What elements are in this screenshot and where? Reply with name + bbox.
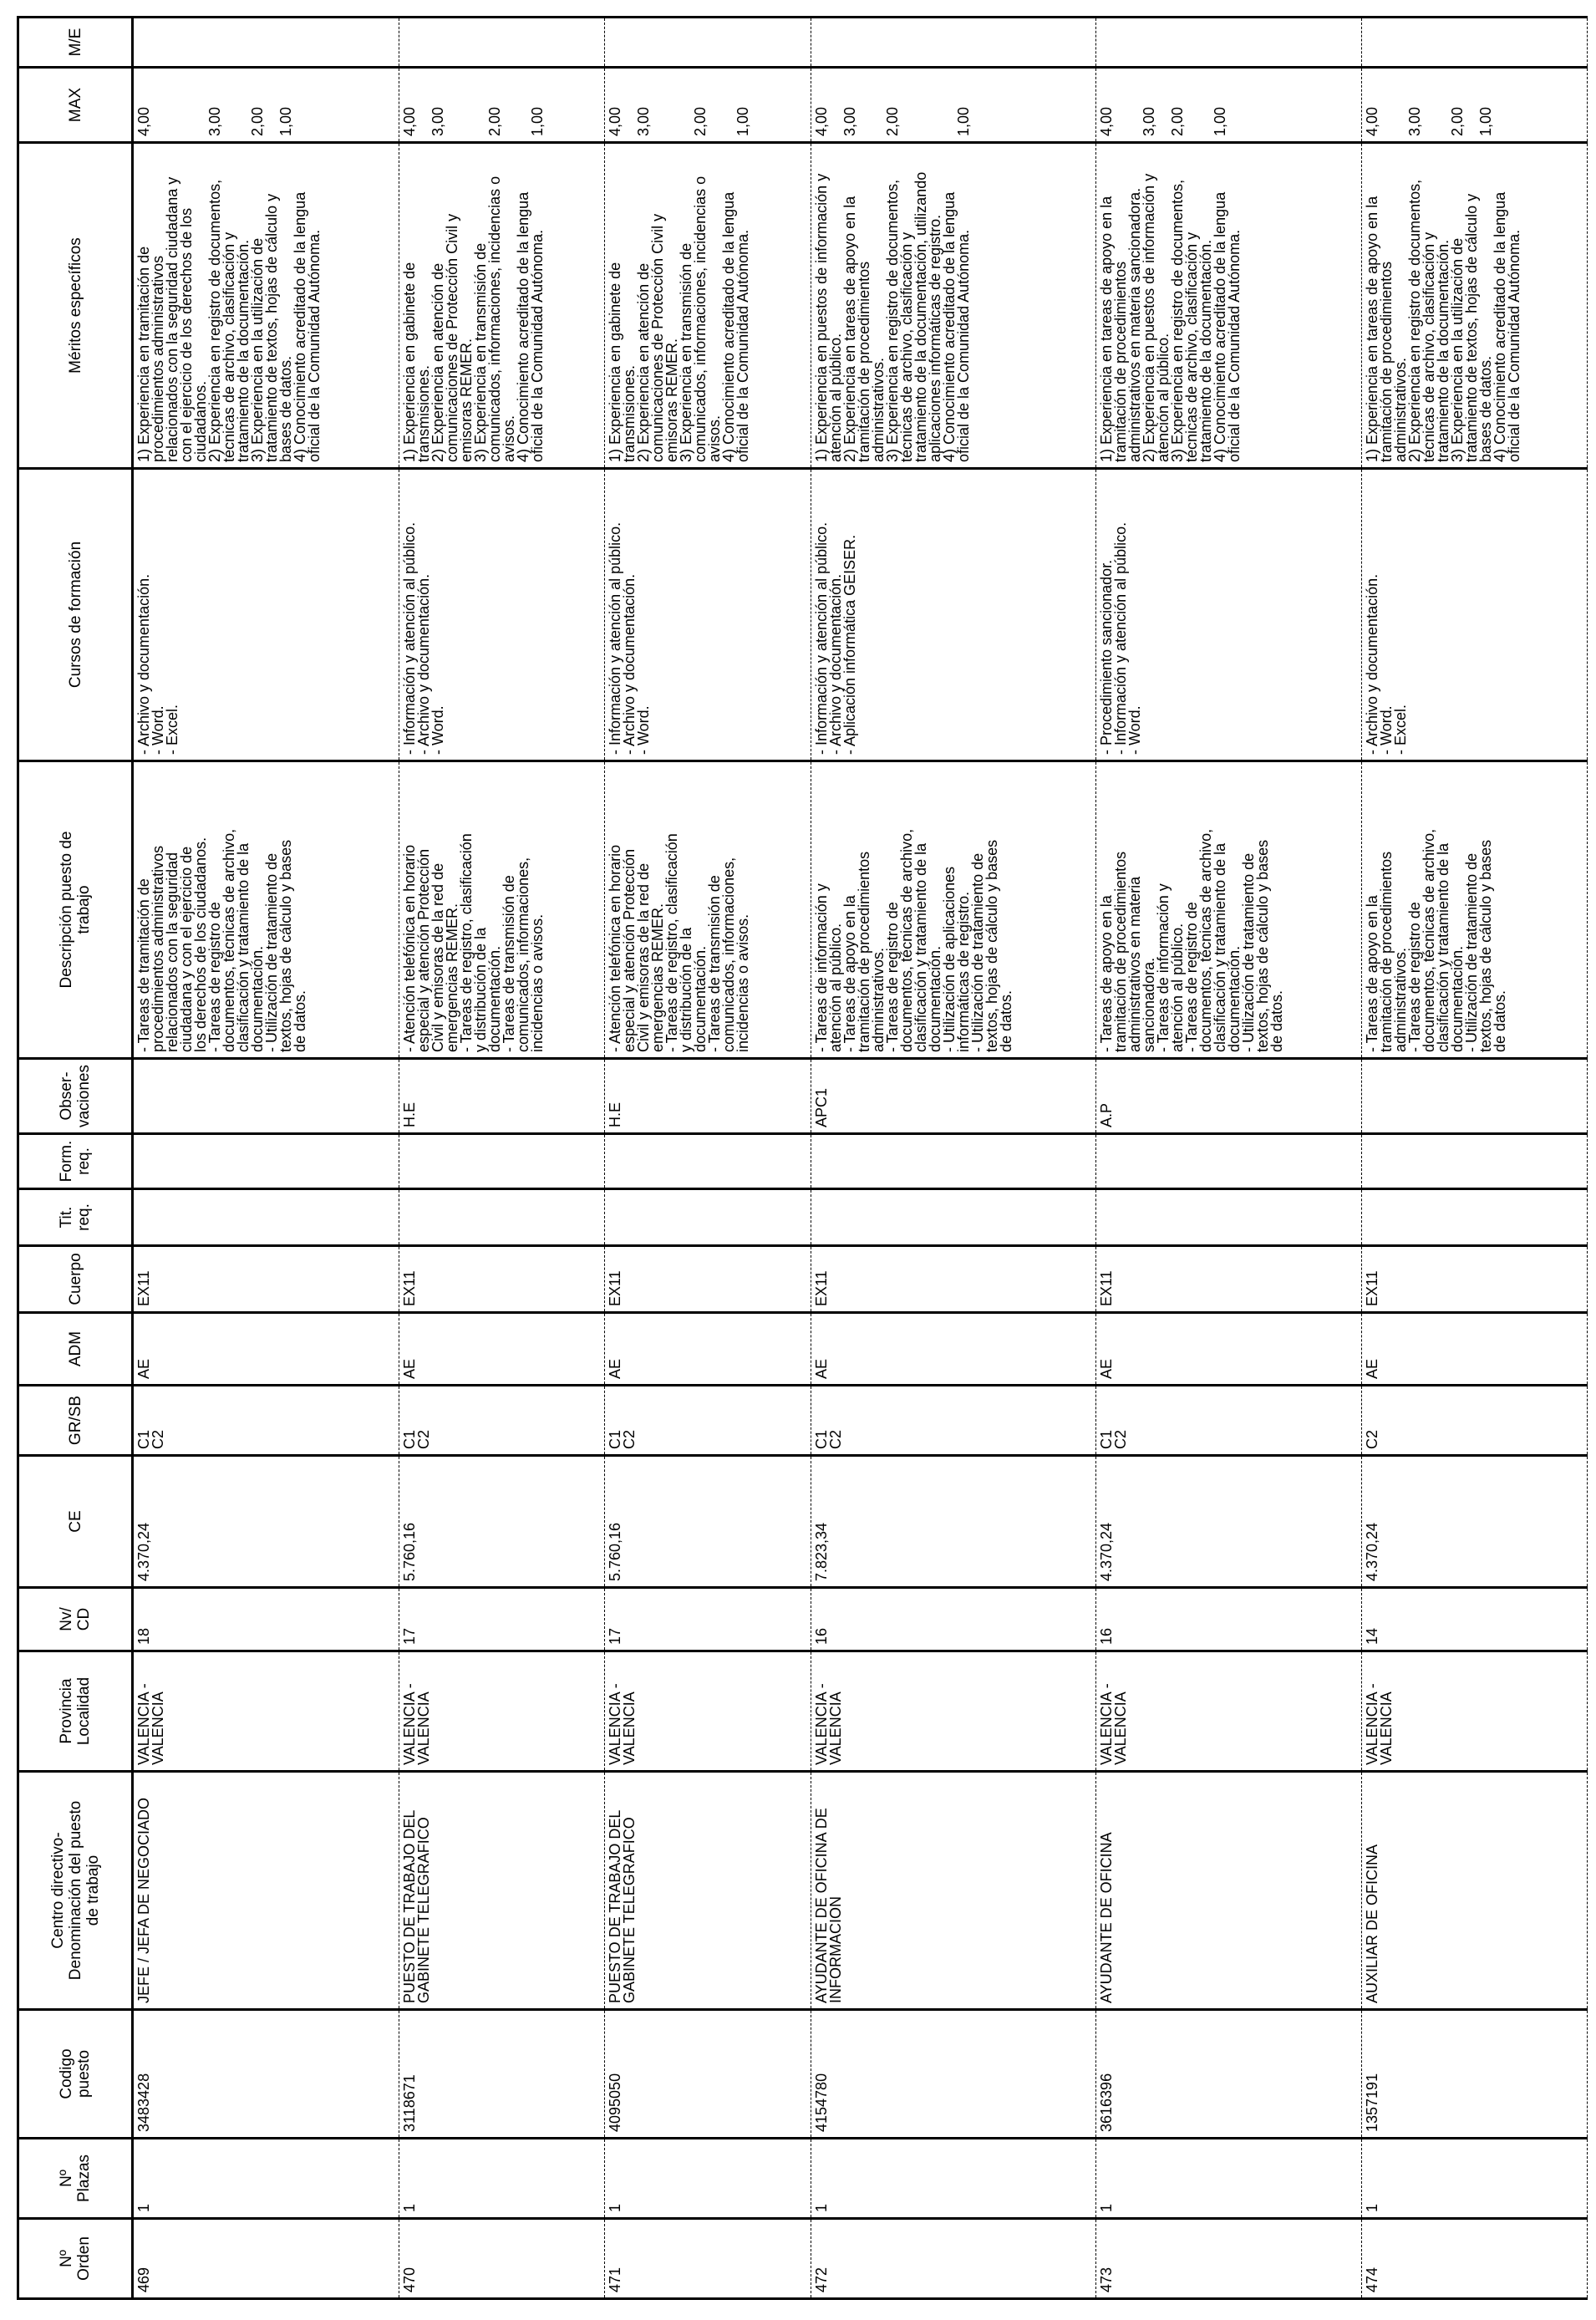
cell-adm [1361, 1313, 1587, 1386]
cell-codigo-text: 3118671 [400, 2074, 418, 2132]
header-gr: GR/SB [18, 1386, 133, 1456]
max-value [1380, 74, 1394, 136]
cell-adm-text: AE [135, 1358, 152, 1379]
max-value: 3,00 [206, 106, 223, 136]
cell-provincia [1096, 1651, 1362, 1772]
cell-provincia [399, 1651, 605, 1772]
table-row [811, 18, 1095, 2299]
cell-ce-text: 4.370,24 [135, 1522, 152, 1581]
cell-orden [1096, 2219, 1362, 2299]
cell-codigo [605, 2010, 811, 2139]
cell-cuerpo [399, 1246, 605, 1313]
header-obs: Obser- vaciones [18, 1059, 133, 1134]
cell-orden [1361, 2219, 1587, 2299]
cell-plazas-text: 1 [135, 2203, 152, 2212]
cell-centro-text: PUESTO DE TRABAJO DEL GABINETE TELEGRAFICO [400, 1809, 432, 2003]
cell-cuerpo [1096, 1246, 1362, 1313]
cell-orden-text: 469 [135, 2267, 152, 2292]
cell-meritos [399, 143, 605, 469]
max-value: 3,00 [841, 106, 858, 136]
table-row [399, 18, 605, 2299]
cell-codigo-text: 4095050 [607, 2073, 624, 2132]
cell-provincia [811, 1651, 1095, 1772]
header-tit: Tit. req. [18, 1189, 133, 1246]
cell-meritos [1361, 143, 1587, 469]
cell-adm [399, 1313, 605, 1386]
max-value [180, 74, 194, 136]
header-desc: Descripción puesto de trabajo [18, 761, 133, 1059]
cell-ce-text: 4.370,24 [1098, 1522, 1116, 1581]
cell-orden-text: 474 [1363, 2267, 1380, 2292]
cell-codigo [133, 2010, 399, 2139]
cell-cursos-text: - Archivo y documentación. - Word. - Excel. [1363, 573, 1409, 755]
cell-nv [133, 1588, 399, 1651]
cell-cursos [399, 469, 605, 761]
cell-centro [811, 1772, 1095, 2010]
cell-obs-text: A.P [1098, 1102, 1116, 1127]
max-value: 3,00 [1141, 106, 1158, 136]
cell-codigo-text: 1357191 [1363, 2073, 1380, 2132]
max-value: 1,00 [528, 106, 546, 136]
cell-nv [1361, 1588, 1587, 1651]
cell-codigo-text: 3483428 [135, 2073, 152, 2132]
cell-orden [605, 2219, 811, 2299]
cell-ce [605, 1456, 811, 1588]
cell-adm [133, 1313, 399, 1386]
header-ce: CE [18, 1456, 133, 1588]
cell-nv [1096, 1588, 1362, 1651]
cell-provincia-text: VALENCIA - VALENCIA [1098, 1683, 1130, 1765]
cell-desc [133, 761, 399, 1059]
cell-centro-text: PUESTO DE TRABAJO DEL GABINETE TELEGRAFICO [607, 1809, 638, 2003]
max-value [914, 74, 928, 136]
cell-provincia-text: VALENCIA - VALENCIA [1363, 1683, 1395, 1765]
cell-meritos [1096, 143, 1362, 469]
header-codigo: Codigo puesto [18, 2010, 133, 2139]
header-row [18, 18, 133, 2299]
max-value [708, 74, 722, 136]
cell-max [133, 68, 399, 143]
header-orden: Nº Orden [18, 2219, 133, 2299]
cell-ce [811, 1456, 1095, 1588]
cell-codigo [1096, 2010, 1362, 2139]
cell-cuerpo-text: EX11 [812, 1270, 830, 1306]
cell-gr-text: C1 C2 [607, 1429, 638, 1449]
cell-cursos [1096, 469, 1362, 761]
cell-gr [605, 1386, 811, 1456]
cell-tit [1096, 1189, 1362, 1246]
cell-ce-text: 7.823,34 [812, 1522, 830, 1581]
cell-ce [399, 1456, 605, 1588]
cell-obs [605, 1059, 811, 1134]
cell-desc-text: - Tareas de información y atención al público. - Tareas de apoyo en la tramitación de procedimientos administrativos. - Tareas de registro de documentos, técnicas de archivo, clasificación y tratamiento de la documentación. - Utilización de aplicaciones informáticas de registro. - Utilización de tratamiento de textos, hojas de cálculo y bases de datos. [812, 828, 1014, 1052]
max-value [222, 74, 236, 136]
cell-me [399, 18, 605, 68]
header-meritos: Méritos específicos [18, 143, 133, 469]
cell-gr [399, 1386, 605, 1456]
cell-plazas [811, 2139, 1095, 2219]
cell-codigo-text: 4154780 [812, 2073, 830, 2132]
cell-orden-text: 473 [1098, 2267, 1116, 2292]
cell-ce-text: 4.370,24 [1363, 1522, 1380, 1581]
cell-me [811, 18, 1095, 68]
cell-centro-text: AUXILIAR DE OFICINA [1363, 1844, 1380, 2003]
cell-nv-text: 14 [1363, 1627, 1380, 1645]
cell-centro [1096, 1772, 1362, 2010]
header-cursos: Cursos de formación [18, 469, 133, 761]
max-value [460, 74, 474, 136]
cell-form [1361, 1134, 1587, 1189]
cell-ce [133, 1456, 399, 1588]
rotated-page [17, 18, 1588, 2300]
cell-adm [605, 1313, 811, 1386]
cell-meritos-text: 1) Experiencia en tareas de apoyo en la tramitación de procedimientos administrativos. 2) Experiencia en registro de documentos, técnicas de archivo, clasificación y tratamiento de la documentación. 3) Experiencia en la utilización de tratamiento de textos, hojas de cálculo y bases de datos. 4) Conocimiento acreditado de la lengua oficial de la Comunidad Autónoma. [1363, 179, 1522, 462]
cell-desc-text: - Tareas de apoyo en la tramitación de procedimientos administrativos en materia sancionadora. - Tareas de información y atención al público. - Tareas de registro de documentos, técnicas de archivo, clasificación y tratamiento de la documentación. - Utilización de tratamiento de textos, hojas de cálculo y bases de datos. [1098, 828, 1286, 1052]
cell-ce-text: 5.760,16 [607, 1522, 624, 1581]
cell-me [605, 18, 811, 68]
cell-tit [1361, 1189, 1587, 1246]
max-value: 3,00 [1405, 106, 1423, 136]
cell-me [1096, 18, 1362, 68]
cell-nv-text: 16 [1098, 1627, 1116, 1645]
cell-meritos-text: 1) Experiencia en gabinete de transmisiones. 2) Experiencia en atención de comunicaciones de Protección Civil y emisoras REMER. 3) Experiencia en transmisión de comunicados, informaciones, incidencias o avisos. 4) Conocimiento acreditado de la lengua oficial de la Comunidad Autónoma. [400, 176, 546, 462]
cell-codigo [399, 2010, 605, 2139]
cell-adm [811, 1313, 1095, 1386]
table-row [605, 18, 811, 2299]
max-value: 1,00 [277, 106, 294, 136]
cell-meritos-text: 1) Experiencia en puestos de información y atención al público. 2) Experiencia en tareas de apoyo en la tramitación de procedimientos administrativos. 3) Experiencia en registro de documentos, técnicas de archivo, clasificación y tratamiento de la documentación, utilizando aplicaciones informáticas de registro. 4) Conocimiento acreditado de la lengua oficial de la Comunidad Autónoma. [812, 171, 972, 462]
cell-me [1361, 18, 1587, 68]
cell-plazas [399, 2139, 605, 2219]
max-value [1114, 74, 1128, 136]
cell-max [1096, 68, 1362, 143]
cell-plazas [1096, 2139, 1362, 2219]
cell-cuerpo-text: EX11 [607, 1270, 624, 1306]
cell-obs-text: H.E [607, 1101, 624, 1127]
cell-provincia [1361, 1651, 1587, 1772]
cell-plazas-text: 1 [607, 2203, 624, 2212]
cell-ce [1361, 1456, 1587, 1588]
cell-desc-text: - Tareas de apoyo en la tramitación de procedimientos administrativos. - Tareas de registro de documentos, técnicas de archivo, clasificación y tratamiento de la documentación. - Utilización de tratamiento de textos, hojas de cálculo y bases de datos. [1363, 828, 1508, 1052]
cell-obs [1361, 1059, 1587, 1134]
header-plazas: Nº Plazas [18, 2139, 133, 2219]
cell-gr-text: C1 C2 [400, 1429, 432, 1449]
cell-desc-text: - Atención telefónica en horario especial y atención Protección Civil y emisoras de la red de emergencias REMER. - Tareas de registro, clasificación y distribución de la documentación. - Tareas de transmisión de comunicados, informaciones, incidencias o avisos. [400, 833, 546, 1052]
cell-form [1096, 1134, 1362, 1189]
cell-provincia-text: VALENCIA - VALENCIA [135, 1683, 166, 1765]
max-value [928, 74, 943, 136]
cell-cursos [811, 469, 1095, 761]
header-adm: ADM [18, 1313, 133, 1386]
cell-desc-text: - Tareas de tramitación de procedimientos administrativos relacionados con la seguridad ciudadana y con el ejercicio de los derechos de los ciudadanos. - Tareas de registro de documentos, técnicas de archivo, clasificación y tratamiento de la documentación. - Utilización de tratamiento de textos, hojas de cálculo y bases de datos. [135, 828, 308, 1052]
cell-adm [1096, 1313, 1362, 1386]
header-cuerpo: Cuerpo [18, 1246, 133, 1313]
cell-nv-text: 17 [607, 1627, 624, 1645]
cell-gr [811, 1386, 1095, 1456]
cell-form [133, 1134, 399, 1189]
cell-codigo-text: 3616396 [1098, 2073, 1116, 2132]
max-value [665, 74, 679, 136]
max-value [1422, 74, 1436, 136]
cell-gr-text: C1 C2 [1098, 1429, 1130, 1449]
cell-desc [811, 761, 1095, 1059]
header-max: MAX [18, 68, 133, 143]
cell-max [605, 68, 811, 143]
max-value: 1,00 [954, 106, 972, 136]
cell-centro [1361, 1772, 1587, 2010]
cell-obs [133, 1059, 399, 1134]
cell-obs [1096, 1059, 1362, 1134]
max-value: 4,00 [1363, 106, 1380, 136]
header-nv: Nv/ CD [18, 1588, 133, 1651]
cell-form [605, 1134, 811, 1189]
cell-max [811, 68, 1095, 143]
cell-plazas-text: 1 [812, 2203, 830, 2212]
max-value: 4,00 [607, 106, 624, 136]
cell-cuerpo [605, 1246, 811, 1313]
table-row [1096, 18, 1362, 2299]
cell-provincia-text: VALENCIA - VALENCIA [400, 1683, 432, 1765]
max-value: 2,00 [692, 106, 709, 136]
cell-cuerpo-text: EX11 [1098, 1270, 1116, 1306]
cell-adm-text: AE [1098, 1358, 1116, 1379]
max-value: 4,00 [812, 106, 830, 136]
cell-obs [811, 1059, 1095, 1134]
cell-adm-text: AE [400, 1358, 418, 1379]
cell-cursos-text: - Información y atención al público. - Archivo y documentación. - Aplicación informática GEISER. [812, 521, 858, 755]
cell-tit [605, 1189, 811, 1246]
header-me: M/E [18, 18, 133, 68]
cell-provincia-text: VALENCIA - VALENCIA [812, 1683, 844, 1765]
cell-meritos-text: 1) Experiencia en tareas de apoyo en la tramitación de procedimientos administrativos en materia sancionadora. 2) Experiencia en puestos de información y atención al público. 3) Experiencia en registro de documentos, técnicas de archivo, clasificación y tratamiento de la documentación. 4) Conocimiento acreditado de la lengua oficial de la Comunidad Autónoma. [1098, 173, 1243, 462]
cell-plazas-text: 1 [1363, 2203, 1380, 2212]
cell-ce [1096, 1456, 1362, 1588]
cell-form [811, 1134, 1095, 1189]
header-centro: Centro directivo- Denominación del puesto de trabajo [18, 1772, 133, 2010]
cell-meritos [811, 143, 1095, 469]
max-value: 1,00 [734, 106, 752, 136]
cell-me [133, 18, 399, 68]
max-value [651, 74, 665, 136]
cell-meritos-text: 1) Experiencia en gabinete de transmisiones. 2) Experiencia en atención de comunicaciones de Protección Civil y emisoras REMER. 3) Experiencia en transmisión de comunicados, informaciones, incidencias o avisos. 4) Conocimiento acreditado de la lengua oficial de la Comunidad Autónoma. [607, 176, 752, 462]
cell-adm-text: AE [812, 1358, 830, 1379]
cell-codigo [1361, 2010, 1587, 2139]
cell-orden-text: 472 [812, 2267, 830, 2292]
cell-centro [399, 1772, 605, 2010]
cell-adm-text: AE [1363, 1358, 1380, 1379]
cell-gr [1361, 1386, 1587, 1456]
max-value: 2,00 [485, 106, 503, 136]
cell-obs [399, 1059, 605, 1134]
cell-nv [605, 1588, 811, 1651]
cell-gr-text: C1 C2 [135, 1429, 166, 1449]
cell-plazas-text: 1 [400, 2203, 418, 2212]
cell-plazas [605, 2139, 811, 2219]
cell-plazas-text: 1 [1098, 2203, 1116, 2212]
cell-orden [133, 2219, 399, 2299]
max-value: 2,00 [249, 106, 266, 136]
cell-centro [605, 1772, 811, 2010]
cell-orden-text: 471 [607, 2267, 624, 2292]
cell-orden-text: 470 [400, 2267, 418, 2292]
max-value: 3,00 [635, 106, 653, 136]
cell-nv-text: 18 [135, 1627, 152, 1645]
cell-tit [811, 1189, 1095, 1246]
table-row [1361, 18, 1587, 2299]
cell-desc-text: - Atención telefónica en horario especial y atención Protección Civil y emisoras de la red de emergencias REMER. - Tareas de registro, clasificación y distribución de la documentación. - Tareas de transmisión de comunicados, informaciones, incidencias o avisos. [607, 833, 752, 1052]
cell-cursos [133, 469, 399, 761]
cell-max [399, 68, 605, 143]
cell-desc [605, 761, 811, 1059]
cell-gr-text: C2 [1363, 1429, 1380, 1449]
cell-orden [811, 2219, 1095, 2299]
positions-table [17, 16, 1588, 2300]
cell-plazas [1361, 2139, 1587, 2219]
max-value [900, 74, 914, 136]
max-value: 4,00 [400, 106, 418, 136]
cell-gr [1096, 1386, 1362, 1456]
cell-cuerpo [811, 1246, 1095, 1313]
cell-tit [399, 1189, 605, 1246]
cell-cursos-text: - Información y atención al público. - Archivo y documentación. - Word. [400, 521, 446, 755]
cell-gr-text: C1 C2 [812, 1429, 844, 1449]
max-value [502, 74, 516, 136]
max-value: 4,00 [1098, 106, 1116, 136]
cell-cursos-text: - Información y atención al público. - Archivo y documentación. - Word. [607, 521, 653, 755]
cell-provincia [133, 1651, 399, 1772]
cell-adm-text: AE [607, 1358, 624, 1379]
cell-nv-text: 17 [400, 1627, 418, 1645]
header-provincia: Provincia Localidad [18, 1651, 133, 1772]
max-value [445, 74, 460, 136]
cell-centro-text: JEFE / JEFA DE NEGOCIADO [135, 1797, 152, 2003]
max-value [151, 74, 165, 136]
cell-provincia [605, 1651, 811, 1772]
cell-meritos [605, 143, 811, 469]
cell-plazas [133, 2139, 399, 2219]
max-value: 2,00 [883, 106, 901, 136]
cell-max [1361, 68, 1587, 143]
max-value: 1,00 [1477, 106, 1494, 136]
cell-cursos [605, 469, 811, 761]
cell-tit [133, 1189, 399, 1246]
max-value: 2,00 [1169, 106, 1187, 136]
cell-nv [399, 1588, 605, 1651]
cell-cursos-text: - Procedimiento sancionador. - Información y atención al público. - Word. [1098, 521, 1144, 755]
cell-desc [399, 761, 605, 1059]
cell-centro-text: AYUDANTE DE OFICINA DE INFORMACION [812, 1808, 844, 2003]
cell-desc [1361, 761, 1587, 1059]
cell-obs-text: APC1 [812, 1087, 830, 1127]
max-value: 1,00 [1212, 106, 1229, 136]
cell-provincia-text: VALENCIA - VALENCIA [607, 1683, 638, 1765]
cell-gr [133, 1386, 399, 1456]
cell-codigo [811, 2010, 1095, 2139]
cell-centro-text: AYUDANTE DE OFICINA [1098, 1832, 1116, 2003]
cell-meritos-text: 1) Experiencia en tramitación de procedimientos administrativos relacionados con la seguridad ciudadana y con el ejercicio de los derechos de los ciudadanos. 2) Experiencia en registro de documentos, técnicas de archivo, clasificación y tratamiento de la documentación. 3) Experiencia en la utilización de tratamiento de textos, hojas de cálculo y bases de datos. 4) Conocimiento acreditado de la lengua oficial de la Comunidad Autónoma. [135, 176, 323, 462]
max-value [165, 74, 180, 136]
cell-nv [811, 1588, 1095, 1651]
max-value: 2,00 [1448, 106, 1466, 136]
cell-cuerpo [1361, 1246, 1587, 1313]
cell-form [399, 1134, 605, 1189]
header-form: Form. req. [18, 1134, 133, 1189]
cell-orden [399, 2219, 605, 2299]
max-value: 3,00 [429, 106, 446, 136]
max-value [1185, 74, 1199, 136]
cell-cursos [1361, 469, 1587, 761]
cell-cursos-text: - Archivo y documentación. - Word. - Excel. [135, 573, 180, 755]
table-row [133, 18, 399, 2299]
cell-meritos [133, 143, 399, 469]
cell-cuerpo-text: EX11 [1363, 1270, 1380, 1306]
cell-obs-text: H.E [400, 1101, 418, 1127]
cell-ce-text: 5.760,16 [400, 1522, 418, 1581]
max-value [857, 74, 872, 136]
max-value: 4,00 [135, 106, 152, 136]
cell-desc [1096, 761, 1362, 1059]
cell-cuerpo-text: EX11 [135, 1270, 152, 1306]
cell-centro [133, 1772, 399, 2010]
cell-cuerpo-text: EX11 [400, 1270, 418, 1306]
cell-cuerpo [133, 1246, 399, 1313]
cell-nv-text: 16 [812, 1627, 830, 1645]
